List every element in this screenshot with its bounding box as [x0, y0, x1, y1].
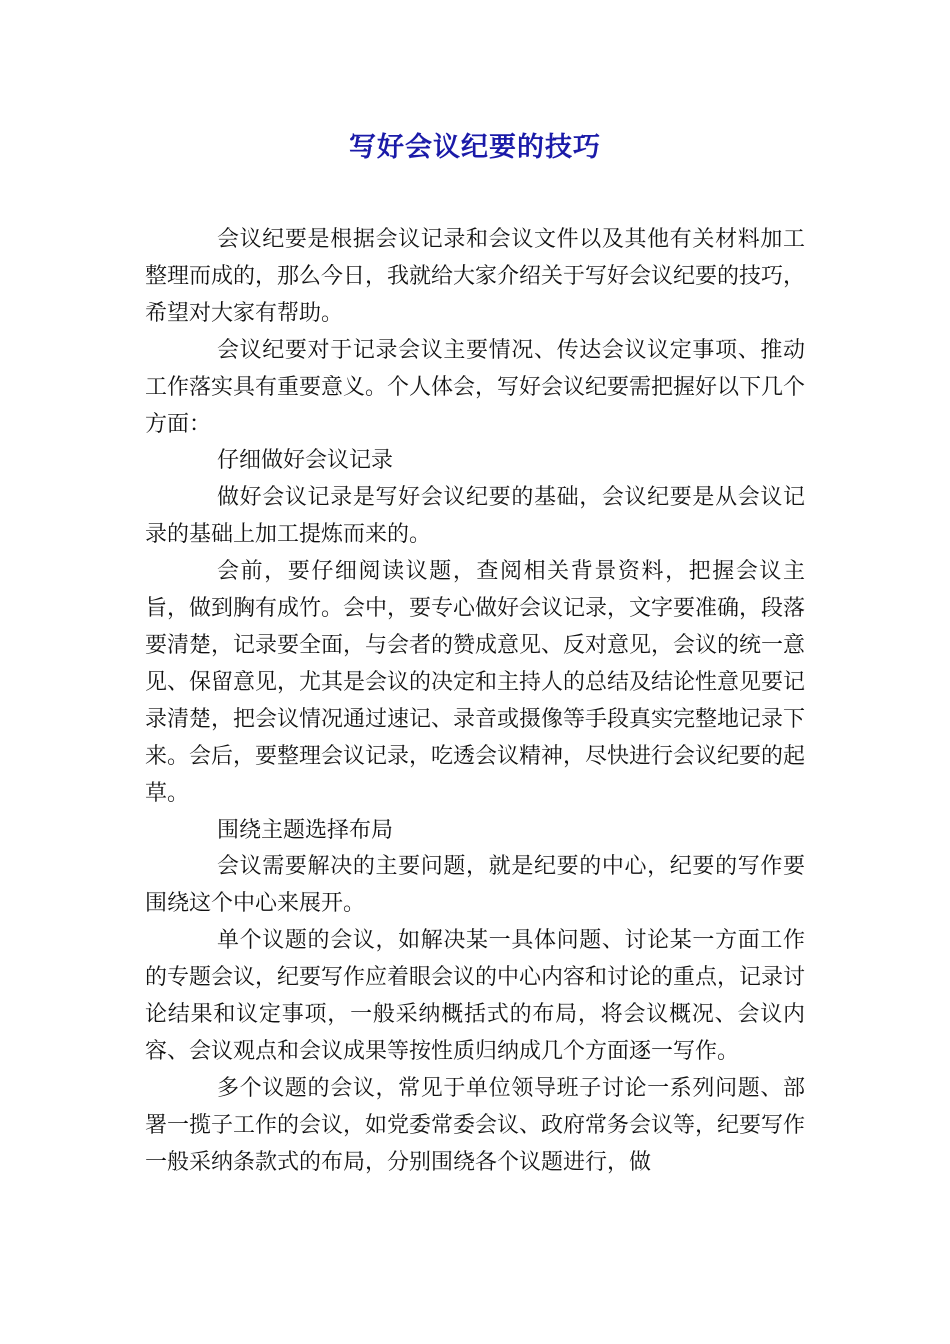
paragraph-importance: 会议纪要对于记录会议主要情况、传达会议议定事项、推动工作落实具有重要意义。个人体会，写好会议纪要需把握好以下几个方面：	[145, 337, 806, 437]
page-title: 写好会议纪要的技巧	[349, 132, 601, 163]
paragraph-multi-topic: 多个议题的会议，常见于单位领导班子讨论一系列问题、部署一揽子工作的会议，如党委常委会议、政府常务会议等，纪要写作一般采纳条款式的布局，分别围绕各个议题进行，做	[145, 1075, 806, 1175]
section-heading-record: 仔细做好会议记录	[217, 448, 394, 474]
document-body	[145, 222, 805, 1182]
paragraph-record-steps: 会前，要仔细阅读议题，查阅相关背景资料，把握会议主旨，做到胸有成竹。会中，要专心做好会议记录，文字要准确，段落要清楚，记录要全面，与会者的赞成意见、反对意见，会议的统一意见、保留意见，尤其是会议的决定和主持人的总结及结论性意见要记录清楚，把会议情况通过速记、录音或摄像等手段真实完整地记录下来。会后，要整理会议记录，吃透会议精神，尽快进行会议纪要的起草。	[145, 559, 806, 806]
section-heading-layout: 围绕主题选择布局	[217, 817, 394, 843]
paragraph-record-basis: 做好会议记录是写好会议纪要的基础，会议纪要是从会议记录的基础上加工提炼而来的。	[145, 485, 805, 548]
paragraph-single-topic: 单个议题的会议，如解决某一具体问题、讨论某一方面工作的专题会议，纪要写作应着眼会议的中心内容和讨论的重点，记录讨论结果和议定事项，一般采纳概括式的布局，将会议概况、会议内容、会议观点和会议成果等按性质归纳成几个方面逐一写作。	[145, 928, 806, 1064]
paragraph-layout-center: 会议需要解决的主要问题，就是纪要的中心，纪要的写作要围绕这个中心来展开。	[145, 854, 805, 917]
paragraph-intro: 会议纪要是根据会议记录和会议文件以及其他有关材料加工整理而成的，那么今日，我就给大家介绍关于写好会议纪要的技巧，希望对大家有帮助。	[145, 227, 806, 326]
